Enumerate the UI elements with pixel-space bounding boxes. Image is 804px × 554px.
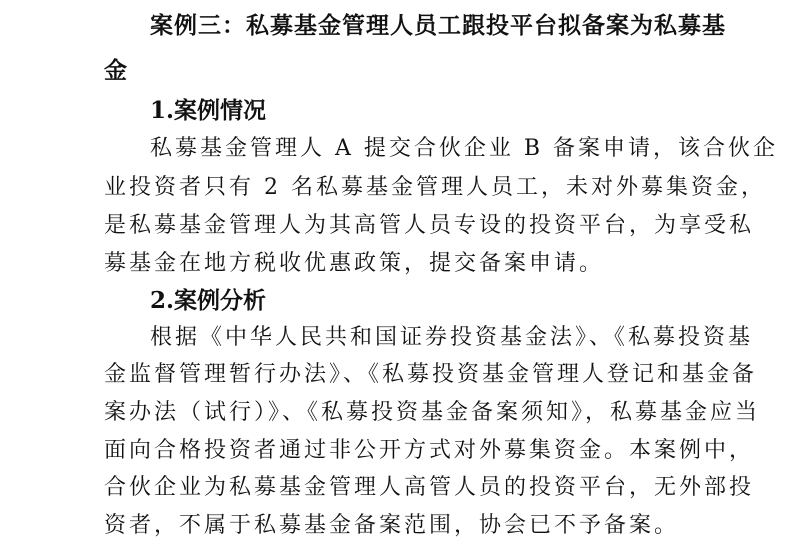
analysis-paragraph-line-6: 资者，不属于私募基金备案范围，协会已不予备案。 [104,513,680,538]
analysis-paragraph-line-5: 合伙企业为私募基金管理人高管人员的投资平台，无外部投 [104,475,755,500]
analysis-paragraph-line-4: 面向合格投资者通过非公开方式对外募集资金。本案例中， [104,438,755,463]
analysis-paragraph-line-3: 案办法（试行）》、《私募投资基金备案须知》，私募基金应当 [104,400,761,425]
analysis-paragraph-line-2: 金监督管理暂行办法》、《私募投资基金管理人登记和基金备 [104,362,758,387]
case-paragraph-line-3: 是私募基金管理人为其高管人员专设的投资平台，为享受私 [104,213,755,238]
case-paragraph-line-2: 业投资者只有 2 名私募基金管理人员工，未对外募集资金， [104,175,766,200]
section-heading-case: 1.案例情况 [150,97,267,124]
document-title-line-2: 金 [104,58,127,84]
analysis-paragraph-line-1: 根据《中华人民共和国证券投资基金法》、《私募投资基 [150,325,754,350]
case-paragraph-line-4: 募基金在地方税收优惠政策，提交备案申请。 [104,251,605,276]
section-heading-analysis: 2.案例分析 [150,287,267,314]
document-title-line-1: 案例三：私募基金管理人员工跟投平台拟备案为私募基 [150,13,726,39]
case-paragraph-line-1: 私募基金管理人 A 提交合伙企业 B 备案申请，该合伙企 [150,136,779,161]
